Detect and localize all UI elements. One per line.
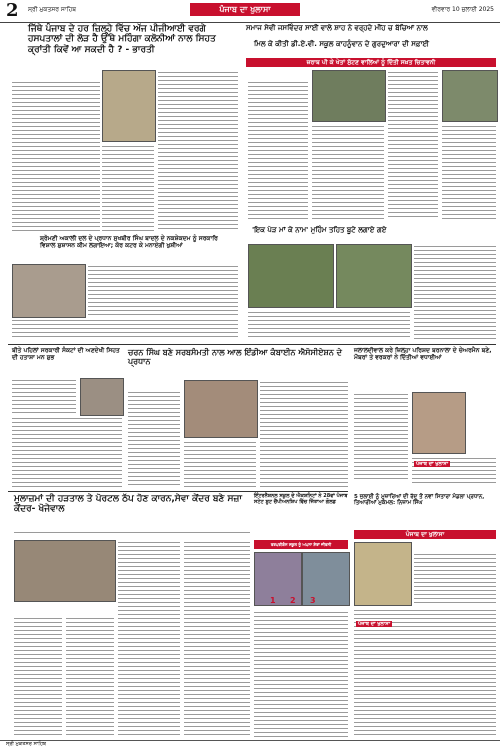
association-photo [184,380,258,438]
article-body [260,380,348,488]
article-body [158,70,238,232]
photo-number-1: 1 [270,596,276,605]
article-body [128,390,180,488]
article-subhead [14,530,250,536]
tag-4: ਪੰਜਾਬ ਦਾ ਖੁਲਾਸਾ [416,461,449,467]
divider [8,344,496,345]
warning-band: ਜ਼ਰਾਬ ਪੀ ਕੇ ਖੇਤਾਂ ਸੁੱਟਣ ਵਾਲਿਆਂ ਨੂੰ ਦਿੱਤੀ ਸਖ਼ਤ ਚਿਤਾਵਨੀ [246,58,496,67]
top-right-headline-2: ਮਿਲ ਕੇ ਕੀਤੀ ਡੀ.ਏ.ਵੀ. ਸਕੂਲ ਕਾਹਨੂੰਵਾਨ ਦੇ ਗੁਰਦੁਆਰਾ ਦੀ ਸਫ਼ਾਈ [254,40,430,48]
article-body [184,540,250,738]
publication-date: ਵੀਰਵਾਰ 10 ਜੁਲਾਈ 2025 [431,6,494,13]
article-body [12,378,76,414]
page-number: 2 [6,0,19,21]
article-body [12,80,100,232]
strike-headline: ਮੁਲਾਜ਼ਮਾਂ ਦੀ ਹੜਤਾਲ ਤੇ ਪੋਰਟਲ ਠੱਪ ਹੋਣ ਕਾਰਨ,ਸੇਵਾ ਕੇਂਦਰ ਬਣੇ ਸਜ਼ਾ ਕੇਂਦਰ- ਖੋਜੇਵਾਲ [14,494,242,515]
article-body [254,610,348,738]
article-body [354,392,408,482]
article-body [14,616,62,738]
school-headline: ਇੰਟਰਨੈਸ਼ਨਲ ਸਕੂਲ ਦੇ ਐਕਸ਼ਨਿਟਾਂ ਨੇ 28ਵਾਂ ਪੰਜਾਬ ਸਟੇਟ ਸ਼ੂਟ ਚੈਂਪੀਅਨਸ਼ਿਪ ਵਿੱਚ ਜਿੱਤਾਆ ਗੋਲਡ [254,493,348,505]
top-right-headline-1: ਸਮਾਜ ਸੇਵੀ ਜਸਵਿੰਦਰ ਸਾਈਂ ਵਾਲੇ ਸ਼ਾਹ ਨੇ ਵਰ੍ਹਦੇ ਮੀਂਹ ਚ ਬੱਚਿਆਂ ਨਾਲ [246,24,428,32]
jalaldiwal-headline: ਜਲਾਲਦੀਵਾਲ ਕਰੇ ਜ਼ਿਲ੍ਹਾ ਪਰਿਸ਼ਦ ਬਰਨਾਲਾ ਦੇ ਚੇਅਰਮੈਨ ਬਣੇ, ਮੌਬਰਾਂ ਤੇ ਵਰਕਰਾਂ ਨੇ ਦਿੱਤੀਆਂ ਵਧਾਈਆਂ [354,347,492,361]
bottom-right-headline: 5 ਜੁਲਾਈ ਨੂੰ ਮੁਜ਼ਾਰਿਆਂ ਦੀ ਰੱਦ ਤੋਂ ਨਵਾਂ ਸਿਤਾਰਾ ਮੰਡਲਾ ਪ੍ਰਧਾਨ, ਤਿਆਰੀਆਂ ਮੁਕੰਮਲ: ਨਿਜ਼ਾਮ ਸਿੰਘ [354,494,485,507]
chairman-photo [412,392,466,454]
quote-headline: ਜਿੱਥੇ ਪੰਜਾਬ ਦੇ ਹਰ ਜ਼ਿਲ੍ਹੇ ਵਿੱਚ ਅੱਜ ਪੀਜੀਆਈ ਵਰਗੇ ਹਸਪਤਾਲਾਂ ਦੀ ਲੋੜ ਹੈ ਉੱਥੇ ਮਹਿੰਗਾ ਕਲੋਨੀਆਂ ਨਾਲ ਸਿਹਤ ਕ੍ਰਾਂਤੀ ਕਿਵੇਂ ਆ ਸਕਦੀ ਹੈ ? - ਭਾਰਤੀ [28,24,216,55]
akali-headline: ਸ਼੍ਰੋਮਣੀ ਅਕਾਲੀ ਦਲ ਦੇ ਪ੍ਰਧਾਨ ਸੁਖਬੀਰ ਸਿੰਘ ਬਾਦਲ ਦੇ ਨਕਸ਼ੇਕਦਮ ਨੂੰ ਸਰਕਾਰਿ ਵਿਸ਼ਾਲ ਸ਼ੁਸ਼ਾਸਨ ਕੀਮ ਲਗਾਇਆ; ਕੋਰ ਕਟਰ ਕੇ ਮਨਾਏਗੀ ਖੁਸ਼ੀਆਂ [40,235,218,249]
article-body [12,318,238,340]
cleaning-photo [312,70,386,122]
article-body [184,440,256,488]
article-body [248,80,308,220]
charan-headline: ਚਰਨ ਸਿੰਘ ਬਣੇ ਸਰਬਸੰਮਤੀ ਨਾਲ ਆਲ ਇੰਡੀਆ ਕੰਬਾਈਨ ਐਸੋਸੀਏਸ਼ਨ ਦੇ ਪ੍ਰਧਾਨ [128,348,342,367]
newspaper-title: ਪੰਜਾਬ ਦਾ ਖੁਲਾਸਾ [190,3,300,16]
article-body [388,70,438,220]
photo-number-2: 2 [290,596,296,605]
article-body [442,124,496,220]
service-center-photo [14,540,116,602]
footer [0,740,500,751]
article-body [248,310,410,340]
leader-photo [354,542,412,606]
article-body [118,540,180,738]
article-body [102,144,154,232]
article-body [414,552,496,604]
photo-number-3: 3 [310,596,316,605]
footer-text: ਸ੍ਰੀ ਮੁਕਤਸਰ ਸਾਹਿਬ [6,741,47,747]
edition-location: ਸ੍ਰੀ ਮੁਕਤਸਰ ਸਾਹਿਬ [28,6,77,13]
article-body [66,616,114,738]
divider [8,491,348,492]
plantation-photo-1 [248,244,334,308]
school-band: ਤਰਪਤੀਗੰਨ ਸਕੂਲ ਨੂੰ ਅਪਨਾ ਸ਼ੇਰਾਂ ਜੀਤਨੀ [254,540,348,549]
article-body [312,124,384,220]
bottom-right-band: ਪੰਜਾਬ ਦਾ ਖੁਲਾਸਾ [354,530,496,539]
article-body [12,416,122,488]
tag-7: ਪੰਜਾਬ ਦਾ ਖੁਲਾਸਾ [358,621,391,627]
hospital-photo [80,378,124,416]
article-body [88,264,238,316]
plantation-headline: 'ਇਕ ਪੇੜ ਮਾਂ ਕੇ ਨਾਮ' ਮੁਹਿੰਮ ਤਹਿਤ ਬੂਟੇ ਲਗਾਏ ਗਏ [252,226,387,234]
plantation-photo-2 [336,244,412,308]
portrait-photo [102,70,156,142]
villagers-photo [442,70,498,122]
article-body [414,244,496,340]
meeting-photo [12,264,86,318]
hospital-headline: ਬੀਤੇ ਪਹਿਲਾਂ ਸਰਕਾਰੀ ਸੰਕਟਾਂ ਦੀ ਅਣਦੇਖੀ ਸਿਹਤ ਦੀ ਹਤਾਸ਼ਾ ਮਨ ਸ਼ੁਭ [12,347,120,361]
